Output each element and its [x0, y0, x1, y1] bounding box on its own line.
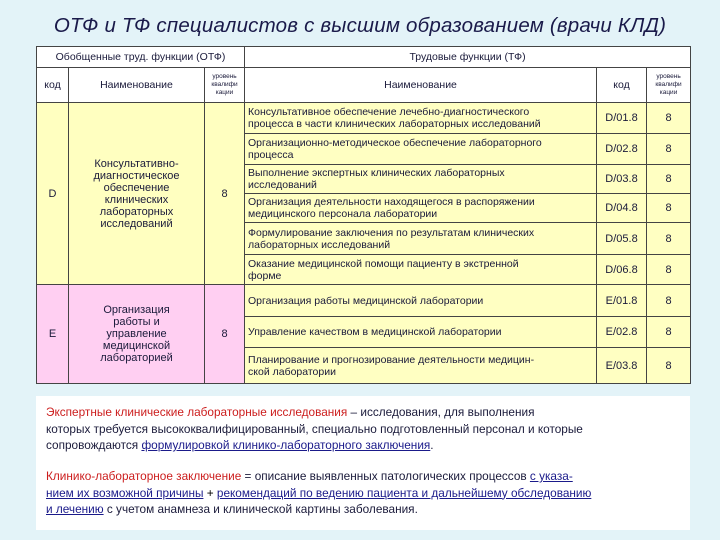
header-otf: Обобщенные труд. функции (ОТФ) — [37, 47, 245, 68]
otf-code: E — [37, 285, 69, 384]
tf-name: Формулирование заключения по результатам клинических лабораторных исследований — [245, 223, 597, 255]
tf-code: D/05.8 — [597, 223, 647, 255]
column-header-name: Наименование — [69, 68, 205, 103]
tf-name: Управление качеством в медицинской лаборатории — [245, 317, 597, 348]
tf-level: 8 — [647, 103, 691, 134]
otf-name: Организация работы и управление медицинской лабораторией — [69, 285, 205, 384]
tf-code: E/03.8 — [597, 348, 647, 384]
table-row — [37, 285, 691, 317]
column-header-code: код — [37, 68, 69, 103]
tf-code: D/01.8 — [597, 103, 647, 134]
tf-name: Организация работы медицинской лаборатории — [245, 285, 597, 317]
tf-name: Планирование и прогнозирование деятельности медицин- ской лаборатории — [245, 348, 597, 384]
tf-level: 8 — [647, 317, 691, 348]
link-cause-part1: с указа- — [529, 469, 573, 483]
tf-name: Организация деятельности находящегося в распоряжении медицинского персонала лаборатории — [245, 194, 597, 223]
tf-code: D/04.8 — [597, 194, 647, 223]
column-header-tf-level: уровень квалифи кации — [647, 68, 691, 103]
link-recommendations-part2: и лечению — [46, 502, 104, 517]
note-expert-research: Экспертные клинические лабораторные исследования – исследования, для выполнения которых требуется высококвалифицированный, специально подготовленный персонал и которые сопровождаются формулировкой клинико-лабораторного заключения. — [46, 405, 583, 453]
tf-name: Оказание медицинской помощи пациенту в экстренной форме — [245, 255, 597, 285]
tf-code: D/02.8 — [597, 134, 647, 165]
tf-code: E/02.8 — [597, 317, 647, 348]
otf-code: D — [37, 103, 69, 285]
column-header-tf-code: код — [597, 68, 647, 103]
tf-code: E/01.8 — [597, 285, 647, 317]
otf-name: Консультативно- диагностическое обеспечение клинических лабораторных исследований — [69, 103, 205, 285]
functions-table — [36, 46, 691, 384]
link-cause-part2: нием их возможной причины — [46, 485, 204, 500]
tf-level: 8 — [647, 255, 691, 285]
tf-level: 8 — [647, 165, 691, 194]
link-conclusion-formulation: формулировкой клинико-лабораторного заключения — [141, 438, 431, 453]
table-row — [37, 103, 691, 134]
tf-code: D/03.8 — [597, 165, 647, 194]
link-recommendations-part1: рекомендаций по ведению пациента и дальнейшему обследованию — [216, 485, 592, 500]
tf-level: 8 — [647, 285, 691, 317]
tf-name: Выполнение экспертных клинических лабораторных исследований — [245, 165, 597, 194]
otf-level: 8 — [205, 103, 245, 285]
tf-level: 8 — [647, 134, 691, 165]
tf-name: Организационно-методическое обеспечение лабораторного процесса — [245, 134, 597, 165]
tf-code: D/06.8 — [597, 255, 647, 285]
page-title: ОТФ и ТФ специалистов с высшим образованием (врачи КЛД) — [53, 14, 667, 37]
term-expert-research: Экспертные клинические лабораторные исследования — [46, 405, 348, 419]
tf-level: 8 — [647, 348, 691, 384]
tf-level: 8 — [647, 223, 691, 255]
column-header-tf-name: Наименование — [245, 68, 597, 103]
notes-panel — [36, 396, 690, 530]
term-clinical-conclusion: Клинико-лабораторное заключение — [46, 469, 242, 483]
tf-name: Консультативное обеспечение лечебно-диагностического процесса в части клинических лабораторных исследований — [245, 103, 597, 134]
note-clinical-conclusion: Клинико-лабораторное заключение = описание выявленных патологических процессов с указа- нием их возможной причины + рекомендаций по ведению пациента и дальнейшему обследованию и лечению с учетом анамнеза и клинической картины заболевания. — [46, 469, 592, 517]
otf-level: 8 — [205, 285, 245, 384]
header-tf: Трудовые функции (ТФ) — [245, 47, 691, 68]
column-header-level: уровень квалифи кации — [205, 68, 245, 103]
tf-level: 8 — [647, 194, 691, 223]
